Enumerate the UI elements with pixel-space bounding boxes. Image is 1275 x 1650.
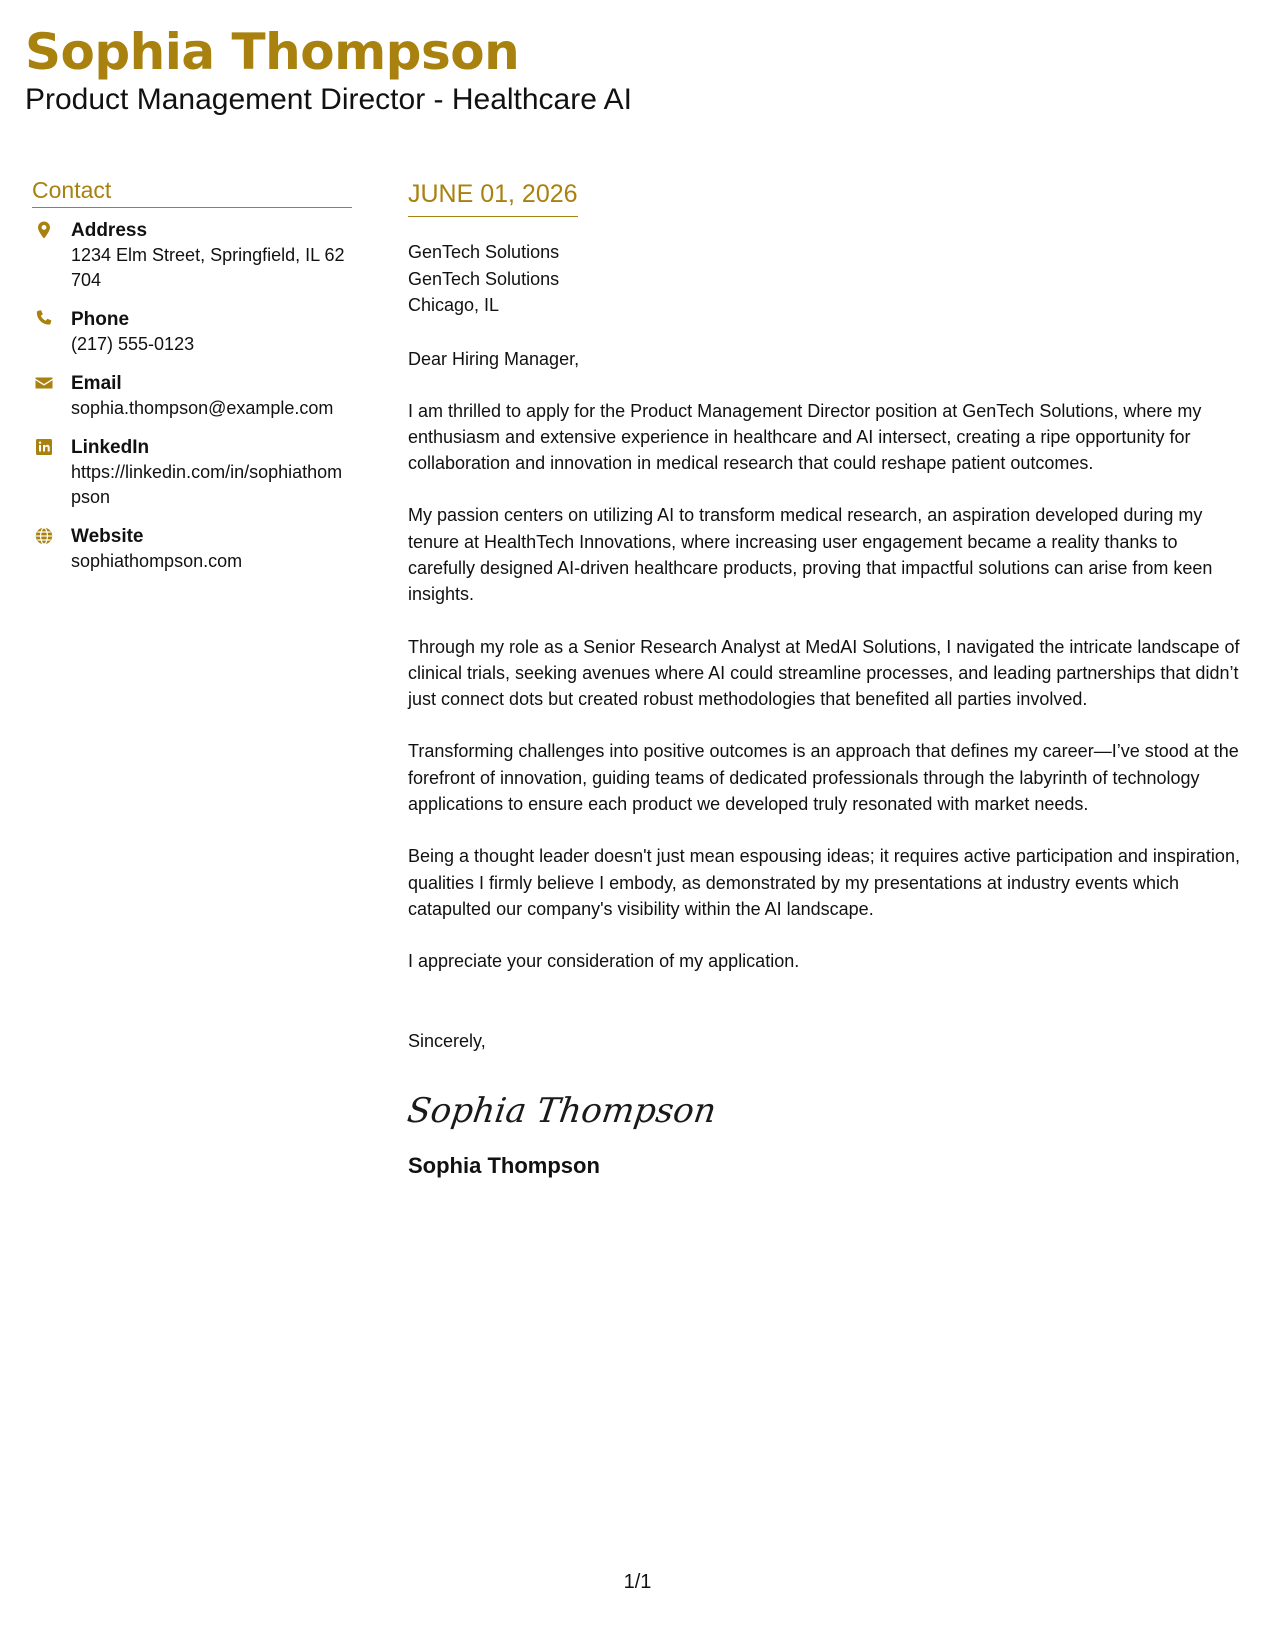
recipient-company-2: GenTech Solutions — [408, 268, 560, 289]
letter-date: JUNE 01, 2026 — [408, 178, 578, 217]
map-pin-icon — [34, 220, 54, 240]
envelope-icon — [34, 373, 54, 393]
signer-name: Sophia Thompson — [408, 1152, 600, 1178]
contact-value[interactable]: https://linkedin.com/in/sophiathompson — [71, 462, 343, 507]
contact-label: Website — [71, 526, 144, 547]
body-paragraph: Transforming challenges into positive outcomes is an approach that defines my career—I’ve stood at the forefront of innovation, guiding teams of dedicated professionals through the labyrinth of technology applications to ensure each product we developed truly resonated with market needs. — [408, 741, 1239, 815]
body-paragraph: I am thrilled to apply for the Product Management Director position at GenTech Solutions, where my enthusiasm and extensive experience in healthcare and AI intersect, creating a ripe opportunity for collaboration and innovation in medical research that could reshape patient outcomes. — [408, 400, 1202, 474]
linkedin-icon — [34, 437, 54, 457]
contact-label: Phone — [71, 309, 130, 330]
phone-icon — [34, 309, 54, 329]
contact-label: LinkedIn — [71, 437, 150, 458]
letter-header — [25, 22, 1245, 118]
applicant-name: Sophia Thompson — [25, 23, 520, 81]
recipient-location: Chicago, IL — [408, 295, 500, 315]
contact-website — [32, 524, 352, 574]
contact-sidebar — [32, 176, 352, 588]
contact-phone — [32, 307, 352, 357]
recipient-block — [408, 239, 1248, 319]
applicant-role: Product Management Director - Healthcare AI — [25, 83, 632, 116]
handwritten-signature — [404, 1080, 719, 1140]
closing: Sincerely, — [408, 1030, 486, 1051]
body-paragraph: I appreciate your consideration of my application. — [408, 951, 800, 972]
body-paragraph: My passion centers on utilizing AI to transform medical research, an aspiration developed during my tenure at HealthTech Innovations, where increasing user engagement became a reality thanks to carefully designed AI-driven healthcare products, proving that impactful solutions can arise from keen insights. — [408, 505, 1213, 605]
svg-text:Sophia Thompson: Sophia Thompson — [404, 1090, 719, 1131]
recipient-company: GenTech Solutions — [408, 242, 560, 262]
globe-icon — [34, 526, 54, 546]
contact-value: (217) 555-0123 — [71, 334, 195, 354]
contact-value: sophia.thompson@example.com — [71, 398, 334, 418]
contact-heading: Contact — [32, 176, 352, 208]
contact-value: 1234 Elm Street, Springfield, IL 62704 — [71, 245, 345, 290]
contact-label: Address — [71, 220, 148, 241]
contact-value[interactable]: sophiathompson.com — [71, 551, 243, 571]
contact-linkedin — [32, 435, 352, 510]
contact-label: Email — [71, 373, 122, 394]
salutation: Dear Hiring Manager, — [408, 348, 580, 369]
letter-body — [404, 178, 1248, 1180]
contact-address — [32, 218, 352, 293]
body-paragraph: Being a thought leader doesn't just mean espousing ideas; it requires active participation and inspiration, qualities I firmly believe I embody, as demonstrated by my presentations at industry events which catapulted our company's visibility within the AI landscape. — [408, 846, 1240, 919]
page-number: 1/1 — [623, 1571, 652, 1593]
contact-email — [32, 371, 352, 421]
body-paragraph: Through my role as a Senior Research Analyst at MedAI Solutions, I navigated the intricate landscape of clinical trials, seeking avenues where AI could streamline processes, and leading partnerships that didn’t just connect dots but created robust methodologies that benefited all parties involved. — [408, 636, 1240, 710]
